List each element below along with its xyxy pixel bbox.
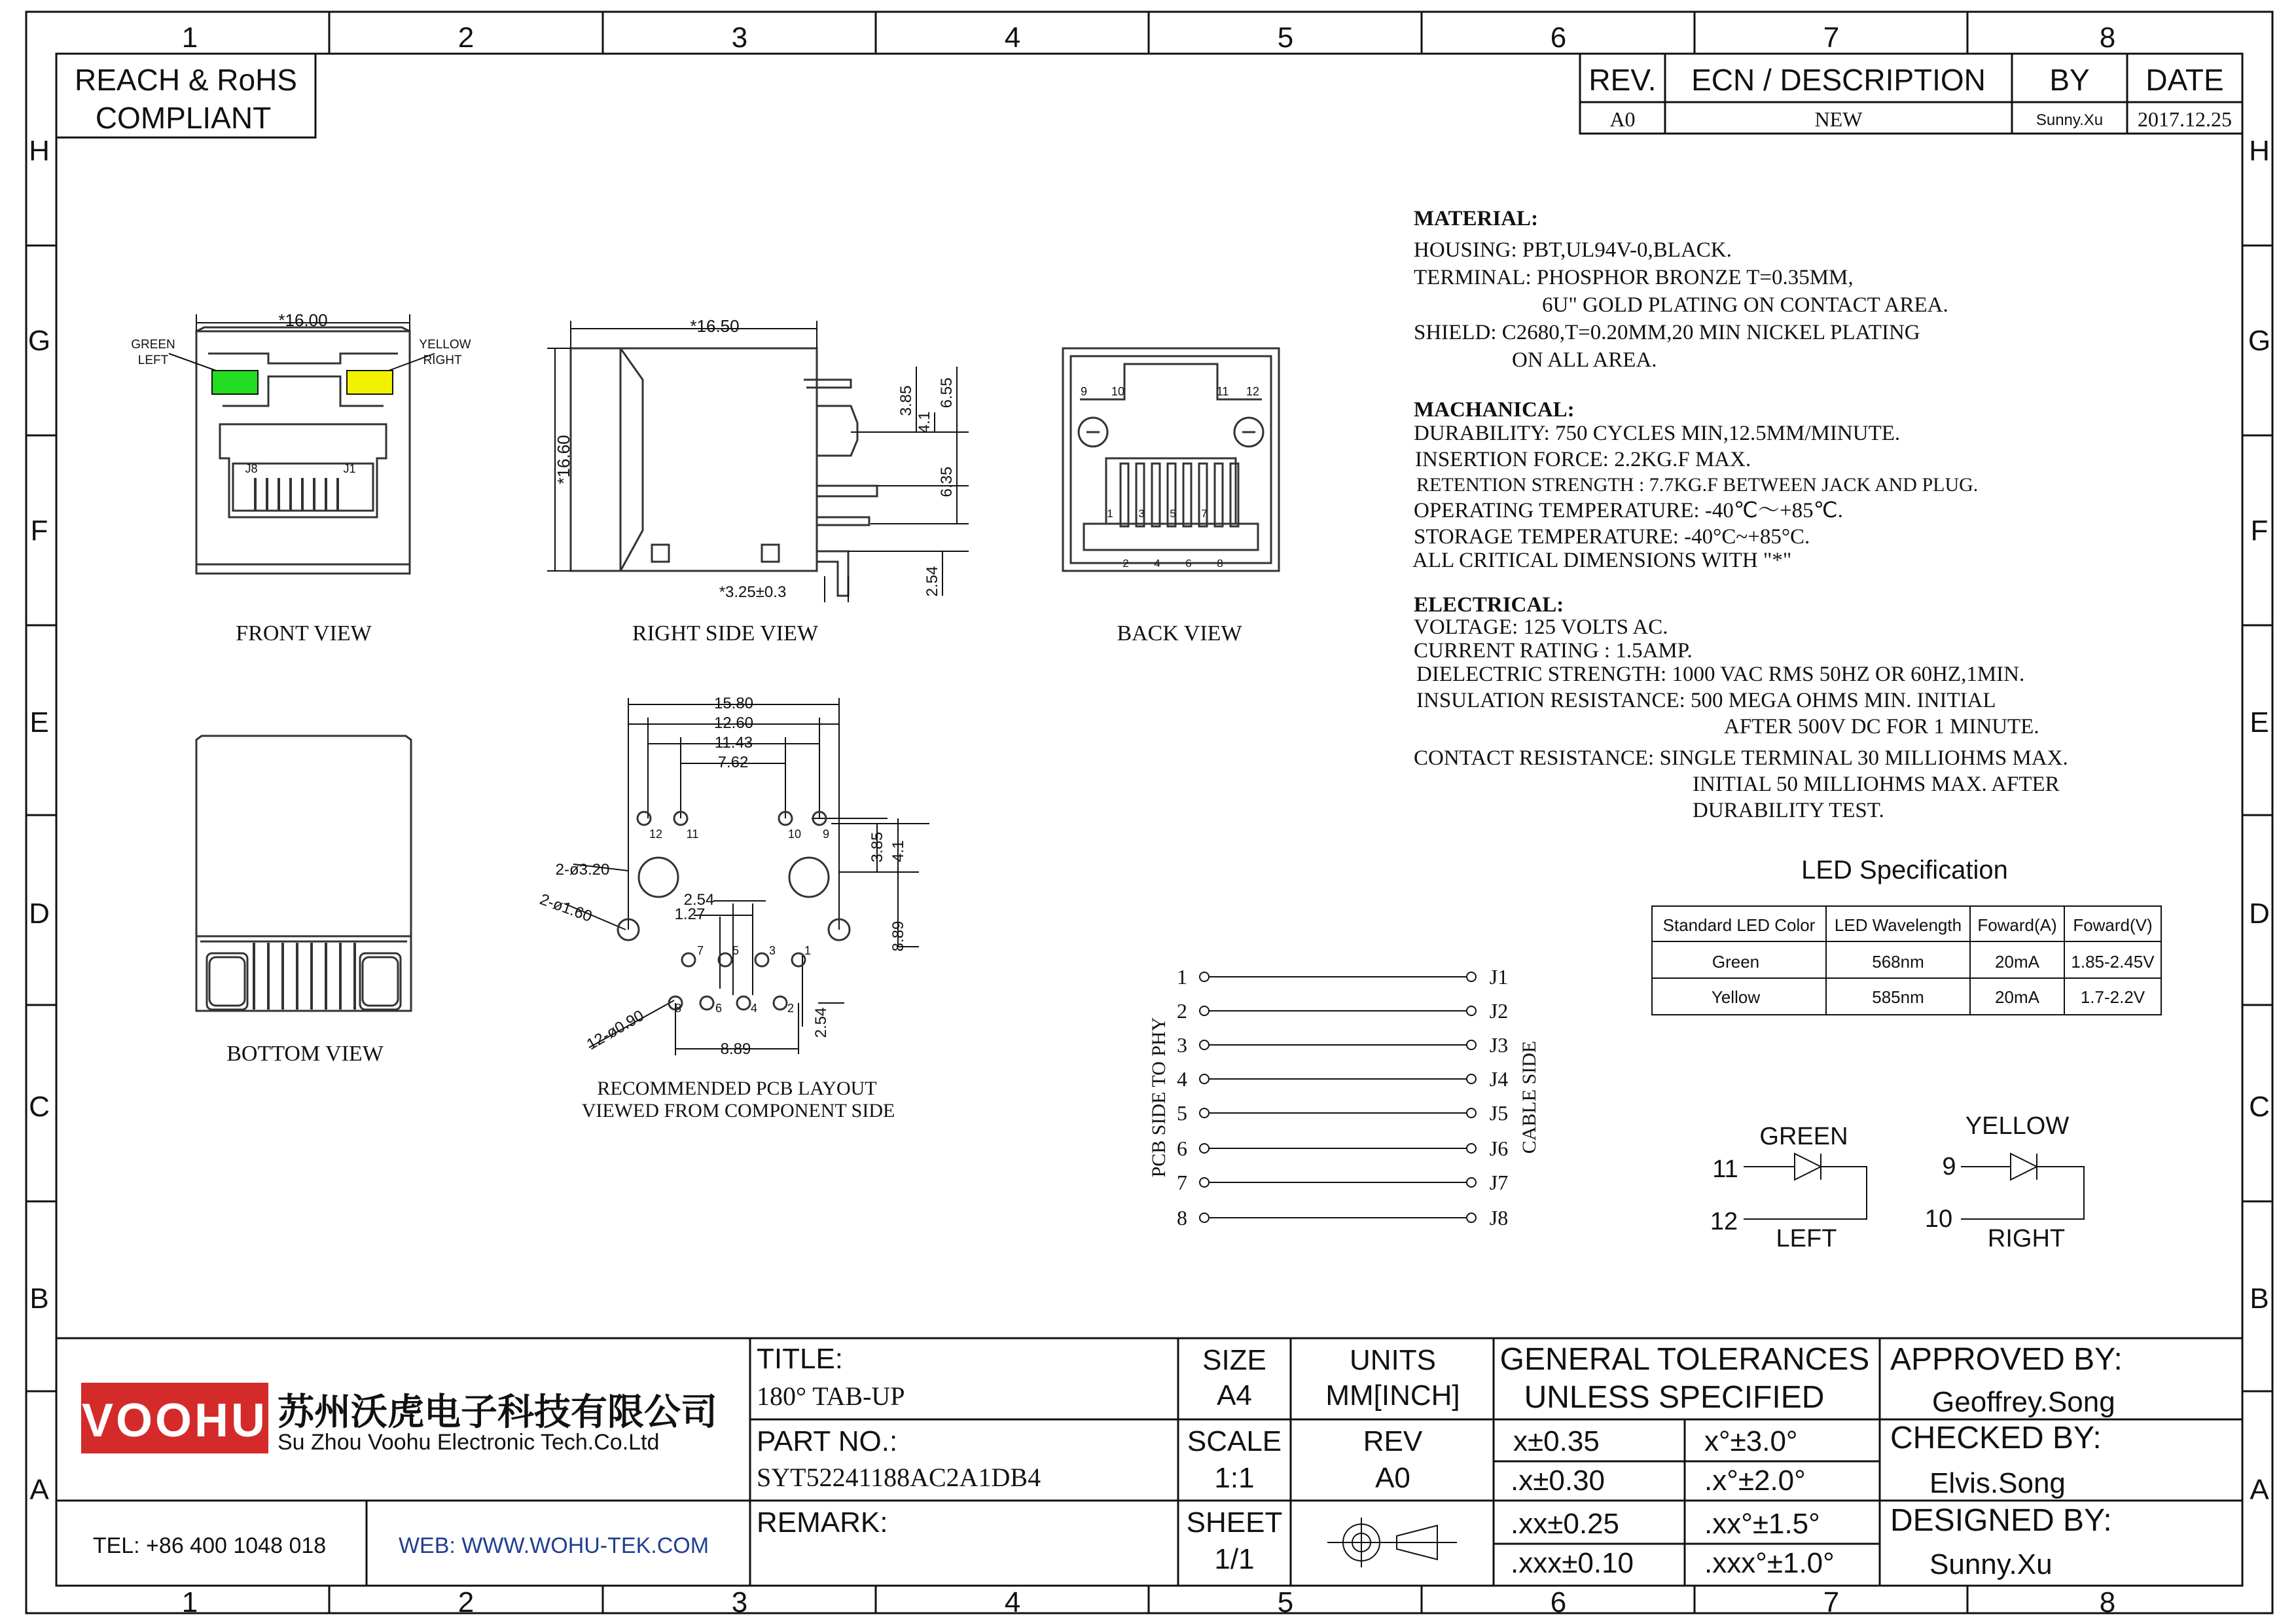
pcb-hole-label: 5	[732, 944, 740, 957]
pcb-dim-41: 4.1	[889, 840, 907, 862]
material-line: ON ALL AREA.	[1512, 348, 1657, 372]
rev-header-date: DATE	[2145, 63, 2224, 97]
pcb-dim-hole-090: 12-ø0.90	[583, 1006, 647, 1054]
row-label-right: F	[2250, 515, 2269, 547]
back-pin-3: 3	[1138, 507, 1145, 520]
bottom-view-caption: BOTTOM VIEW	[226, 1042, 384, 1066]
col-label-bottom: 6	[1550, 1586, 1567, 1618]
row-label-left: A	[29, 1474, 49, 1506]
pcb-dim-762: 7.62	[717, 754, 749, 771]
tolerance-angular: x°±3.0°	[1704, 1425, 1798, 1457]
pcb-hole-label: 3	[768, 944, 776, 957]
row-label-left: B	[29, 1283, 49, 1315]
led-spec-header: Foward(A)	[1977, 915, 2057, 935]
led-spec-cell: 585nm	[1872, 987, 1924, 1007]
schematic-pin-left: 7	[1177, 1171, 1187, 1194]
schematic-pin-right: J2	[1489, 999, 1509, 1023]
back-pin-10: 10	[1111, 385, 1125, 398]
sheet-label: SHEET	[1186, 1506, 1283, 1539]
schematic-left-label: PCB SIDE TO PHY	[1148, 1017, 1170, 1178]
col-label-top: 7	[1823, 22, 1840, 54]
yellow-led-pin-9: 9	[1942, 1153, 1956, 1180]
yellow-led-side: RIGHT	[1987, 1225, 2066, 1252]
led-spec-table	[1652, 856, 2161, 1015]
back-pin-11: 11	[1216, 385, 1229, 398]
led-spec-header: Foward(V)	[2073, 915, 2153, 935]
right-side-view	[547, 316, 969, 646]
electrical-line: VOLTAGE: 125 VOLTS AC.	[1414, 615, 1668, 639]
back-pin-12: 12	[1246, 385, 1260, 398]
electrical-line: INITIAL 50 MILLIOHMS MAX. AFTER	[1693, 773, 2060, 796]
material-line: 6U" GOLD PLATING ON CONTACT AREA.	[1542, 293, 1948, 317]
remark-label: REMARK:	[757, 1506, 888, 1539]
company-name-en: Su Zhou Voohu Electronic Tech.Co.Ltd	[278, 1430, 660, 1455]
projection-symbol-icon	[1327, 1518, 1457, 1567]
logo-wordmark: VOOHU	[81, 1395, 268, 1447]
specification-notes	[1412, 207, 2068, 822]
col-label-top: 5	[1277, 22, 1294, 54]
led-spec-cell: 1.85-2.45V	[2071, 952, 2155, 972]
row-labels	[28, 135, 2270, 1506]
pcb-dim-hole-320: 2-ø3.20	[555, 861, 610, 879]
yellow-led	[347, 371, 393, 394]
back-pin-1: 1	[1107, 507, 1113, 520]
row-label-right: G	[2248, 325, 2271, 357]
back-pin-2: 2	[1122, 557, 1129, 570]
pcb-caption-line1: RECOMMENDED PCB LAYOUT	[597, 1078, 877, 1099]
schematic-pin-left: 4	[1177, 1067, 1187, 1091]
pcb-hole-label: 11	[686, 828, 699, 841]
mechanical-line: DURABILITY: 750 CYCLES MIN,12.5MM/MINUTE.	[1414, 422, 1901, 445]
pcb-hole-label: 6	[715, 1002, 723, 1015]
scale-label: SCALE	[1187, 1425, 1282, 1457]
pcb-caption-line2: VIEWED FROM COMPONENT SIDE	[581, 1100, 895, 1122]
row-label-right: A	[2250, 1474, 2269, 1506]
material-line: TERMINAL: PHOSPHOR BRONZE T=0.35MM,	[1414, 266, 1854, 289]
schematic-pin-right: J7	[1489, 1171, 1509, 1194]
col-label-bottom: 8	[2099, 1586, 2116, 1618]
pcb-dim-889-vertical: 8.89	[889, 921, 907, 952]
electrical-line: INSULATION RESISTANCE: 500 MEGA OHMS MIN. INITIAL	[1416, 689, 1996, 712]
back-pin-7: 7	[1201, 507, 1208, 520]
back-pin-9: 9	[1080, 385, 1088, 398]
pcb-dim-1143: 11.43	[714, 734, 753, 752]
pcb-dim-hole-160: 2-ø1.60	[537, 890, 595, 926]
led-left-color-label: GREEN	[131, 338, 175, 352]
schematic-pin-left: 6	[1177, 1137, 1187, 1160]
led-spec-cell: 20mA	[1995, 987, 2039, 1007]
pcb-hole-label: 2	[787, 1002, 795, 1015]
mechanical-line: INSERTION FORCE: 2.2KG.F MAX.	[1415, 448, 1751, 471]
part-no-label: PART NO.:	[757, 1425, 898, 1457]
pcb-dim-385: 3.85	[869, 831, 886, 863]
schematic-pin-left: 3	[1177, 1033, 1187, 1057]
pcb-hole-label: 4	[750, 1002, 758, 1015]
designed-by-label: DESIGNED BY:	[1890, 1503, 2112, 1538]
pcb-layout-view	[537, 695, 929, 1122]
pcb-hole-label: 12	[649, 828, 663, 841]
company-name-cn: 苏州沃虎电子科技有限公司	[278, 1391, 717, 1432]
pcb-hole-label: 8	[674, 1002, 682, 1015]
company-logo	[81, 1383, 268, 1453]
col-label-top: 2	[457, 22, 475, 54]
revision-table	[1580, 54, 2242, 134]
compliance-box	[56, 54, 315, 137]
side-height-dim: *16.60	[554, 435, 573, 484]
side-dim-635: 6.35	[938, 466, 956, 498]
schematic-pin-right: J8	[1489, 1206, 1509, 1230]
side-length-dim: *16.50	[690, 316, 740, 336]
rev-header-rev: REV.	[1588, 63, 1657, 97]
led-spec-header: Standard LED Color	[1662, 915, 1816, 935]
tolerance-title-2: UNLESS SPECIFIED	[1524, 1380, 1825, 1415]
col-label-bottom: 4	[1004, 1586, 1021, 1618]
right-side-view-caption: RIGHT SIDE VIEW	[632, 621, 818, 646]
col-label-bottom: 5	[1277, 1586, 1294, 1618]
pcb-dim-254-row: 2.54	[812, 1007, 830, 1038]
pin-label-j8: J8	[245, 462, 258, 475]
electrical-line: DURABILITY TEST.	[1693, 799, 1884, 822]
title-label: TITLE:	[757, 1343, 844, 1375]
rev-label: REV	[1363, 1425, 1423, 1457]
row-label-left: F	[30, 515, 48, 547]
material-line: SHIELD: C2680,T=0.20MM,20 MIN NICKEL PLATING	[1414, 321, 1920, 344]
sheet-value: 1/1	[1214, 1543, 1255, 1575]
green-led-pin-11: 11	[1712, 1156, 1738, 1183]
back-pin-8: 8	[1217, 557, 1223, 570]
back-view-caption: BACK VIEW	[1117, 621, 1242, 646]
rev-header-by: BY	[2049, 63, 2090, 97]
tolerance-linear: x±0.35	[1513, 1425, 1600, 1457]
scale-value: 1:1	[1214, 1462, 1255, 1494]
pcb-dim-889-horizontal: 8.89	[720, 1040, 751, 1058]
tolerance-linear: .x±0.30	[1511, 1465, 1605, 1497]
material-line: HOUSING: PBT,UL94V-0,BLACK.	[1414, 238, 1732, 262]
led-spec-cell: 568nm	[1872, 952, 1924, 972]
col-label-top: 3	[731, 22, 748, 54]
size-value: A4	[1217, 1379, 1252, 1412]
row-label-right: B	[2250, 1283, 2269, 1315]
led-spec-cell: Green	[1712, 952, 1760, 972]
led-spec-title: LED Specification	[1801, 856, 2008, 884]
pcb-dim-127: 1.27	[674, 905, 706, 923]
mechanical-line: OPERATING TEMPERATURE: -40℃～+85℃.	[1414, 499, 1843, 522]
row-label-left: C	[29, 1091, 50, 1123]
row-label-right: C	[2249, 1091, 2270, 1123]
col-label-top: 6	[1550, 22, 1567, 54]
row-label-left: H	[29, 135, 50, 167]
side-dim-41: 4.1	[916, 411, 933, 433]
tolerance-angular: .xx°±1.5°	[1704, 1508, 1820, 1540]
rev-value: A0	[1609, 107, 1636, 131]
row-label-left: D	[29, 898, 50, 930]
company-tel: TEL: +86 400 1048 018	[92, 1533, 327, 1558]
title-block	[56, 1338, 2242, 1586]
mechanical-line: ALL CRITICAL DIMENSIONS WITH "*"	[1412, 549, 1792, 572]
yellow-led-pin-10: 10	[1924, 1205, 1953, 1233]
led-spec-cell: 20mA	[1995, 952, 2039, 972]
electrical-line: AFTER 500V DC FOR 1 MINUTE.	[1724, 715, 2039, 739]
schematic-pin-left: 8	[1177, 1206, 1187, 1230]
side-dim-325: *3.25±0.3	[719, 583, 787, 601]
col-label-bottom: 1	[181, 1586, 198, 1618]
col-label-bottom: 7	[1823, 1586, 1840, 1618]
led-spec-cell: 1.7-2.2V	[2080, 987, 2145, 1007]
electrical-line: CURRENT RATING : 1.5AMP.	[1414, 639, 1693, 663]
approved-by-value: Geoffrey.Song	[1932, 1386, 2115, 1418]
front-view-caption: FRONT VIEW	[236, 621, 372, 646]
led-left-side-label: LEFT	[137, 354, 169, 367]
back-pin-5: 5	[1170, 507, 1176, 520]
rev-header-description: ECN / DESCRIPTION	[1691, 63, 1986, 97]
schematic-right-label: CABLE SIDE	[1518, 1040, 1540, 1154]
electrical-line: DIELECTRIC STRENGTH: 1000 VAC RMS 50HZ OR 60HZ,1MIN.	[1416, 663, 2025, 686]
row-label-right: H	[2249, 135, 2270, 167]
schematic-pin-right: J5	[1489, 1101, 1509, 1125]
side-dim-254: 2.54	[924, 566, 941, 597]
pcb-hole-label: 10	[787, 828, 802, 841]
size-label: SIZE	[1202, 1344, 1266, 1376]
designed-by-value: Sunny.Xu	[1929, 1548, 2053, 1580]
col-label-bottom: 2	[457, 1586, 475, 1618]
schematic-pin-left: 2	[1177, 999, 1187, 1023]
green-led	[212, 371, 258, 394]
compliance-line1: REACH & RoHS	[75, 63, 297, 97]
front-view	[131, 310, 471, 646]
col-label-top: 1	[181, 22, 198, 54]
front-width-dim: *16.00	[278, 310, 328, 330]
row-label-left: E	[29, 706, 49, 739]
yellow-led-name: YELLOW	[1965, 1112, 2070, 1140]
pcb-hole-label: 9	[822, 828, 830, 841]
led-right-side-label: RIGHT	[423, 354, 462, 367]
pin-label-j1: J1	[343, 462, 356, 475]
checked-by-value: Elvis.Song	[1929, 1467, 2066, 1499]
rev-date: 2017.12.25	[2138, 107, 2232, 131]
tolerance-linear: .xx±0.25	[1511, 1508, 1620, 1540]
mechanical-line: STORAGE TEMPERATURE: -40°C~+85°C.	[1414, 525, 1810, 549]
rev-value-title: A0	[1375, 1462, 1410, 1494]
pcb-dim-1260: 12.60	[713, 714, 754, 732]
side-dim-655: 6.55	[938, 377, 956, 409]
schematic-pin-right: J4	[1489, 1067, 1509, 1091]
side-dim-385: 3.85	[897, 385, 915, 416]
electrical-line: CONTACT RESISTANCE: SINGLE TERMINAL 30 MILLIOHMS MAX.	[1414, 746, 2068, 770]
back-pin-6: 6	[1185, 557, 1192, 570]
tolerance-angular: .xxx°±1.0°	[1704, 1547, 1835, 1579]
part-no-value: SYT52241188AC2A1DB4	[757, 1463, 1041, 1492]
checked-by-label: CHECKED BY:	[1890, 1421, 2102, 1455]
col-label-bottom: 3	[731, 1586, 748, 1618]
schematic-pin-right: J6	[1489, 1137, 1509, 1160]
row-label-right: D	[2249, 898, 2270, 930]
bottom-view	[196, 736, 411, 1066]
mechanical-title: MACHANICAL:	[1414, 398, 1575, 422]
tolerance-linear: .xxx±0.10	[1511, 1547, 1634, 1579]
col-label-top: 4	[1004, 22, 1021, 54]
row-label-right: E	[2250, 706, 2269, 739]
electrical-title: ELECTRICAL:	[1414, 593, 1564, 617]
schematic-pin-left: 1	[1177, 965, 1187, 989]
rev-description: NEW	[1814, 107, 1863, 131]
title-value: 180° TAB-UP	[757, 1381, 905, 1411]
schematic-pin-right: J1	[1489, 965, 1509, 989]
back-pin-4: 4	[1154, 557, 1160, 570]
compliance-line2: COMPLIANT	[95, 101, 272, 135]
pin-schematic	[1148, 965, 1540, 1230]
col-label-top: 8	[2099, 22, 2116, 54]
led-spec-cell: Yellow	[1711, 987, 1761, 1007]
material-title: MATERIAL:	[1414, 207, 1539, 230]
green-led-pin-12: 12	[1710, 1208, 1738, 1235]
approved-by-label: APPROVED BY:	[1890, 1342, 2123, 1377]
back-view	[1063, 348, 1279, 646]
row-label-left: G	[27, 325, 51, 357]
pcb-hole-label: 7	[696, 944, 704, 957]
rev-by: Sunny.Xu	[2036, 111, 2104, 129]
units-value: MM[INCH]	[1325, 1379, 1460, 1412]
tolerance-angular: .x°±2.0°	[1704, 1465, 1806, 1497]
led-spec-header: LED Wavelength	[1834, 915, 1962, 935]
pcb-dim-1580: 15.80	[713, 695, 754, 712]
schematic-pin-left: 5	[1177, 1101, 1187, 1125]
pcb-hole-label: 1	[804, 944, 812, 957]
led-right-color-label: YELLOW	[419, 338, 471, 352]
schematic-pin-right: J3	[1489, 1033, 1509, 1057]
units-label: UNITS	[1350, 1344, 1436, 1376]
tolerance-title-1: GENERAL TOLERANCES	[1499, 1342, 1870, 1377]
pcb-dim-254-pitch: 2.54	[683, 891, 715, 909]
led-circuits	[1710, 1112, 2084, 1252]
mechanical-line: RETENTION STRENGTH : 7.7KG.F BETWEEN JACK AND PLUG.	[1416, 474, 1979, 496]
green-led-side: LEFT	[1776, 1225, 1837, 1252]
green-led-name: GREEN	[1759, 1123, 1848, 1150]
company-web-link[interactable]: WEB: WWW.WOHU-TEK.COM	[398, 1533, 709, 1558]
